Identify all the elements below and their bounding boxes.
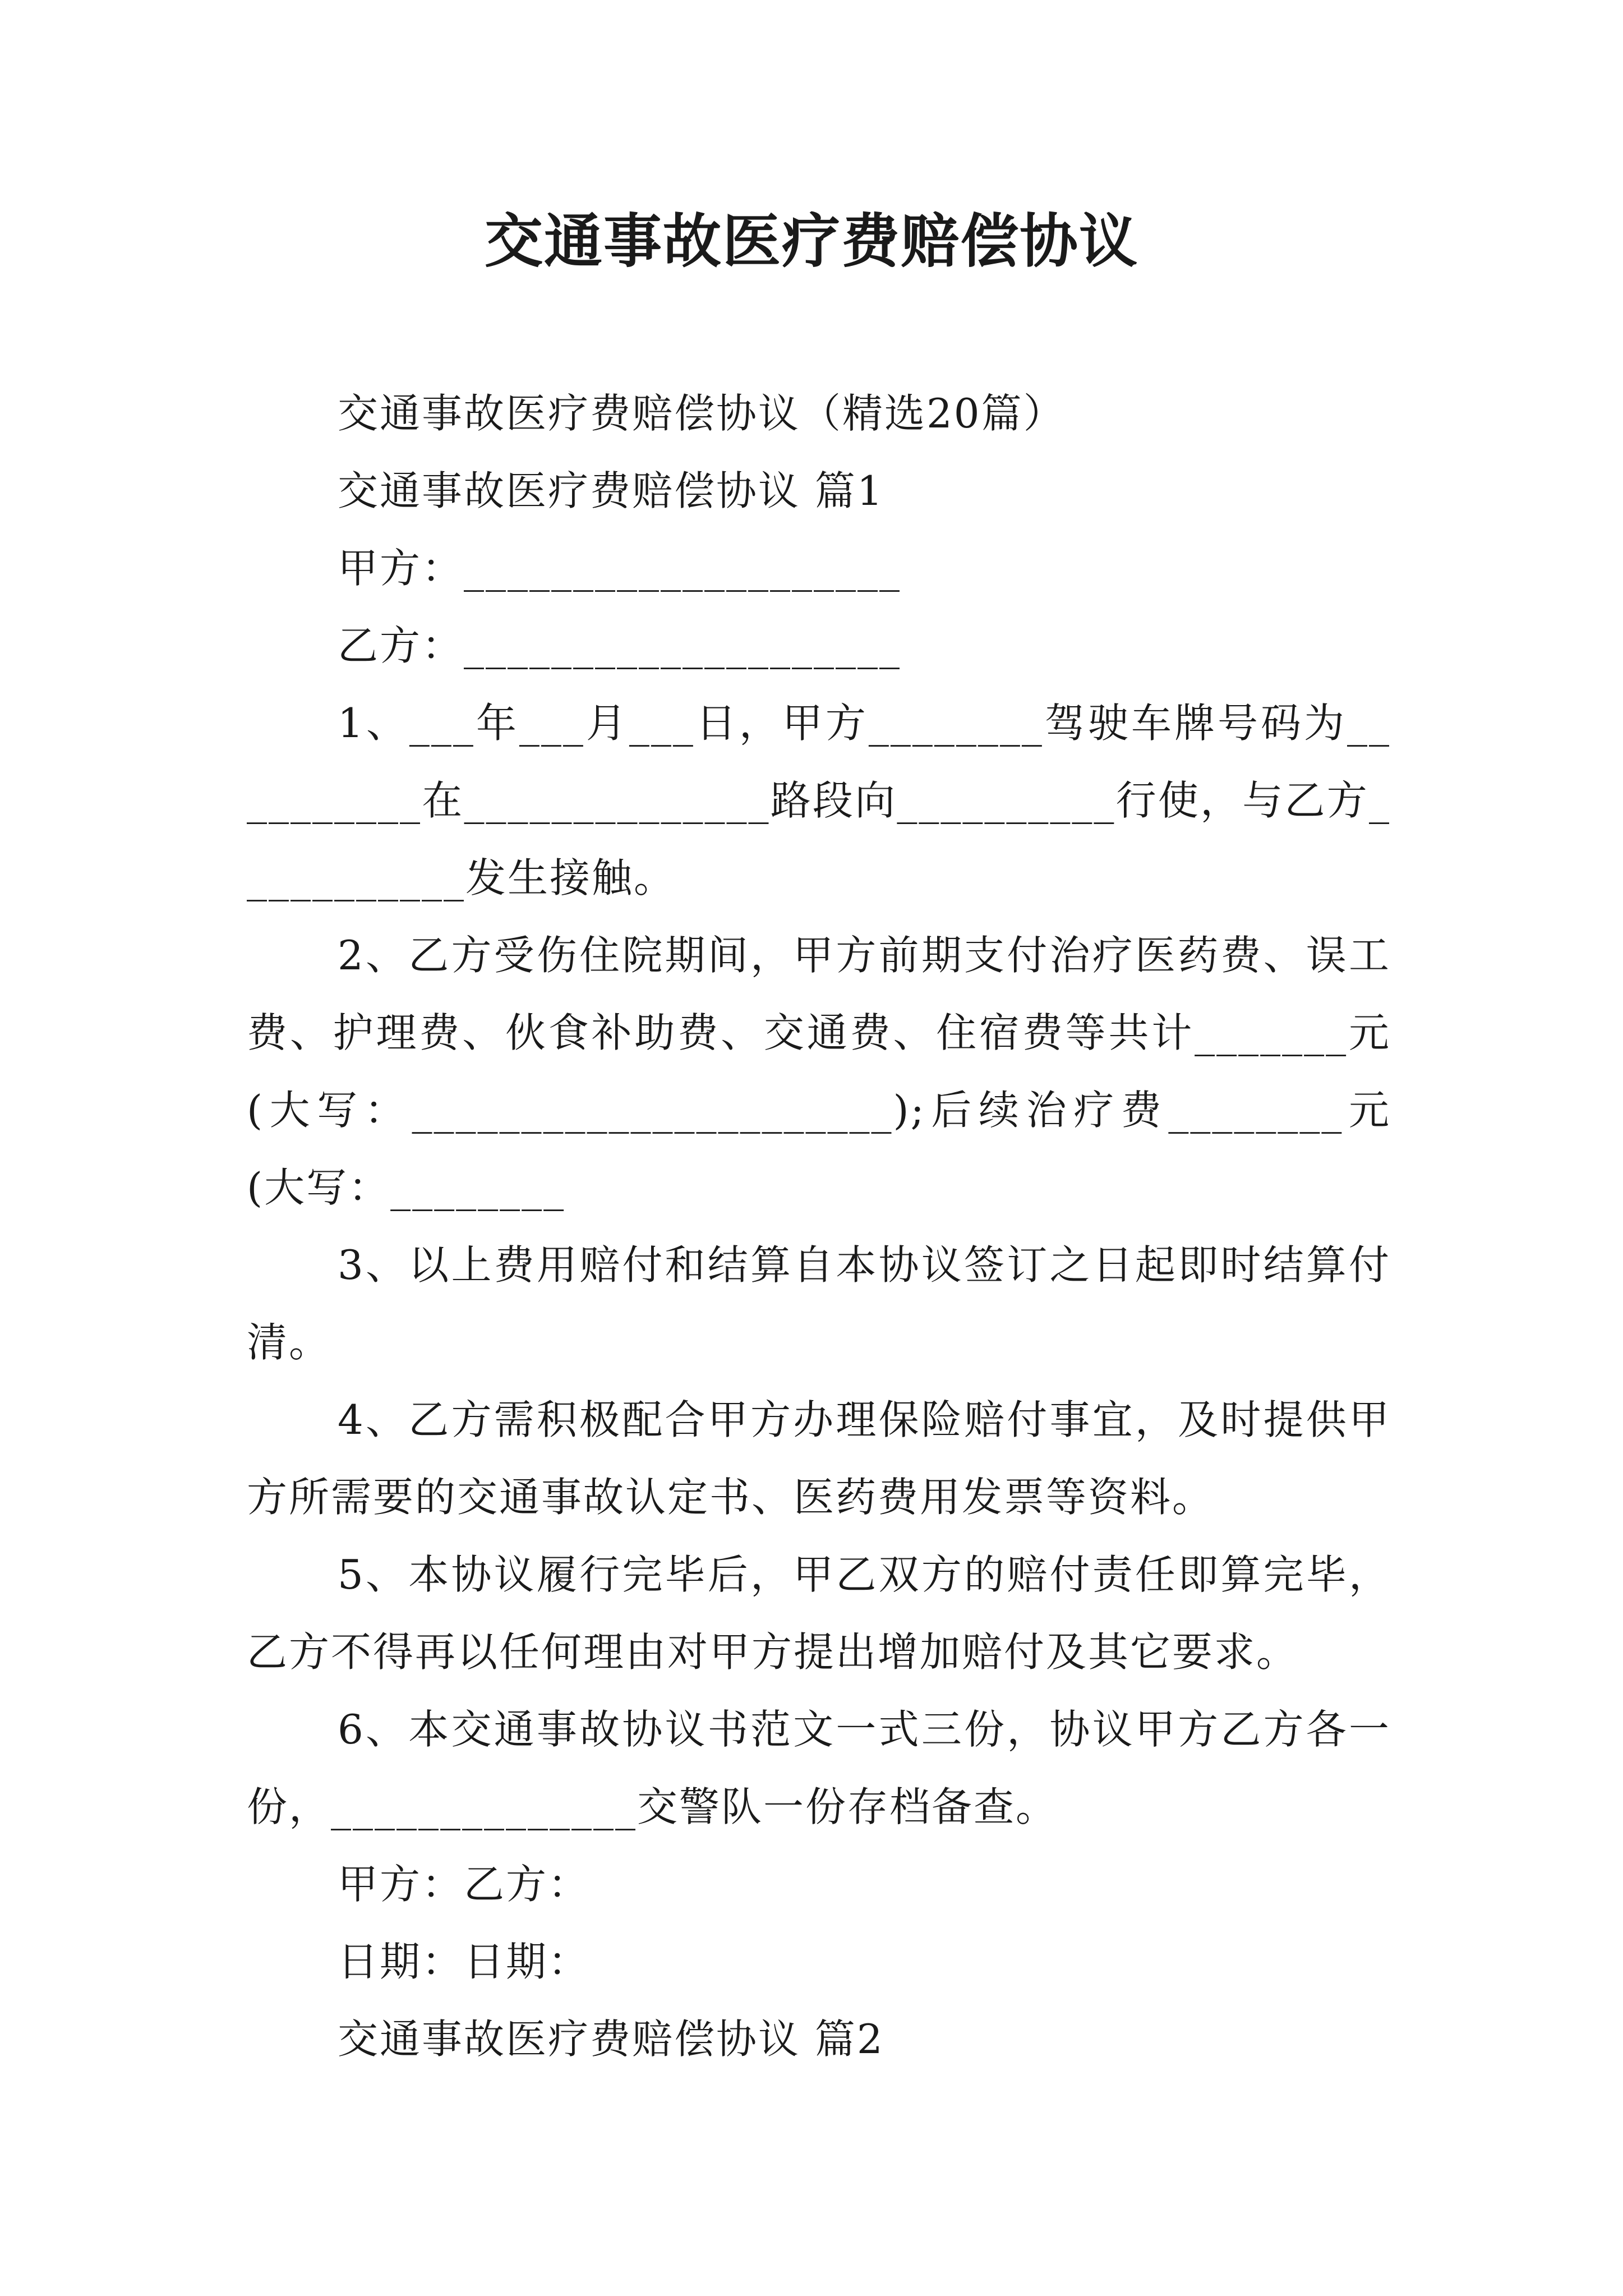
clause-6: 6、本交通事故协议书范文一式三份，协议甲方乙方各一份，______________交警队一份存档备查。: [247, 1706, 1391, 1830]
paragraph-section-heading-2: 交通事故医疗费赔偿协议 篇2: [338, 2016, 884, 2063]
clause-5: 5、本协议履行完毕后，甲乙双方的赔付责任即算完毕，乙方不得再以任何理由对甲方提出增加赔付及其它要求。: [247, 1551, 1391, 1676]
date-line: 日期：日期：: [338, 1938, 591, 1985]
clause-4: 4、乙方需积极配合甲方办理保险赔付事宜，及时提供甲方所需要的交通事故认定书、医药费用发票等资料。: [247, 1396, 1391, 1521]
clause-1: 1、___年___月___日，甲方________驾驶车牌号码为__________在______________路段向__________行使，与乙方___________发生接触。: [247, 700, 1391, 901]
paragraph-collection-heading: 交通事故医疗费赔偿协议（精选20篇）: [338, 390, 1066, 437]
document-body: [247, 375, 1391, 2078]
signature-line: 甲方：乙方：: [338, 1861, 591, 1908]
document-title: 交通事故医疗费赔偿协议: [484, 206, 1138, 275]
clause-3: 3、以上费用赔付和结算自本协议签订之日起即时结算付清。: [247, 1241, 1391, 1366]
paragraph-section-heading-1: 交通事故医疗费赔偿协议 篇1: [338, 467, 884, 514]
clause-2: 2、乙方受伤住院期间，甲方前期支付治疗医药费、误工费、护理费、伙食补助费、交通费、住宿费等共计_______元(大写：______________________);后续治疗费________元(大写：________: [247, 932, 1391, 1211]
party-b-field: 乙方：____________________: [338, 622, 902, 669]
party-a-field: 甲方：____________________: [338, 545, 902, 592]
